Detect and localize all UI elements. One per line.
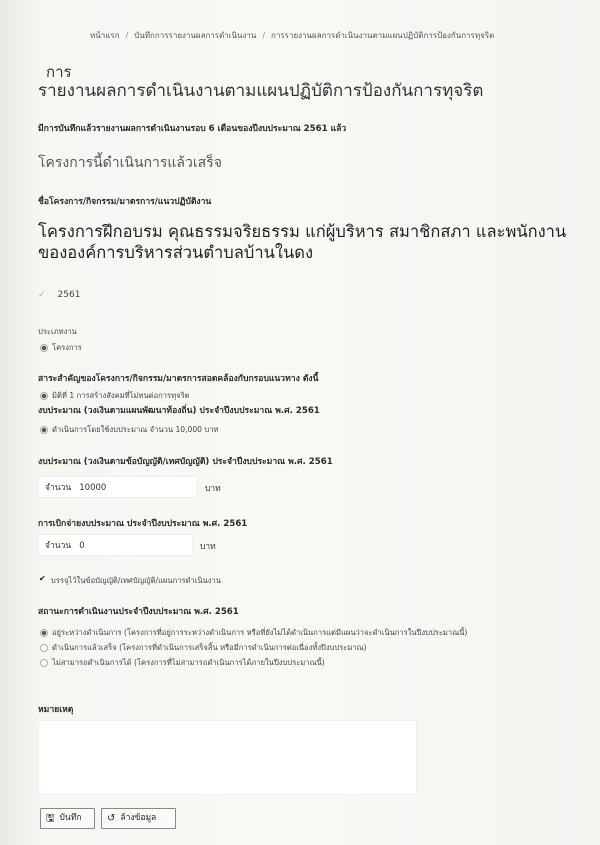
status-option-completed-label: ดำเนินการแล้วเสร็จ (โครงการที่ดำเนินการเสร็จสิ้น หรือมีการดำเนินการต่อเนื่องทั้งปีงบประมาณ) xyxy=(52,643,367,652)
essence-radio[interactable] xyxy=(40,392,48,400)
reset-button-label: ล้างข้อมูล xyxy=(120,813,157,823)
disbursement-amount-label: จำนวน xyxy=(45,541,72,551)
type-option[interactable] xyxy=(40,342,82,354)
status-radio-unable[interactable] xyxy=(40,659,48,667)
save-button[interactable] xyxy=(40,808,95,829)
status-option-unable[interactable] xyxy=(40,657,325,669)
project-name: โครงการฝึกอบรม คุณธรรมจริยธรรม แก่ผู้บริหาร สมาชิกสภา และพนักงานขององค์การบริหารส่วนตำบลบ้านในดง xyxy=(38,222,567,262)
budget-ordinance-unit: บาท xyxy=(205,484,221,494)
remarks-textarea[interactable] xyxy=(38,720,417,795)
status-radio-completed[interactable] xyxy=(40,644,48,652)
status-option-completed[interactable] xyxy=(40,642,367,654)
breadcrumb-home[interactable]: หน้าแรก xyxy=(90,31,120,40)
breadcrumb-report-record[interactable]: บันทึกการรายงานผลการดำเนินงาน xyxy=(134,31,257,40)
included-checkbox-label: บรรจุไว้ในข้อบัญญัติ/เทศบัญญัติ/แผนการดำเนินงาน xyxy=(51,576,221,585)
breadcrumb-current: การรายงานผลการดำเนินงานตามแผนปฏิบัติการป้องกันการทุจริต xyxy=(271,31,495,40)
budget-plan-option[interactable] xyxy=(40,424,219,436)
fiscal-year-value: 2561 xyxy=(57,290,81,300)
budget-ordinance-amount: 10000 xyxy=(79,483,107,493)
save-button-label: บันทึก xyxy=(59,813,82,823)
type-value: โครงการ xyxy=(52,343,82,352)
status-option-unable-label: ไม่สามารถดำเนินการได้ (โครงการที่ไม่สามารถดำเนินการได้ภายในปีงบประมาณนี้) xyxy=(52,658,325,667)
type-label: ประเภทงาน xyxy=(38,327,77,336)
included-checkbox-row[interactable] xyxy=(40,575,221,587)
breadcrumb: หน้าแรก / บันทึกการรายงานผลการดำเนินงาน / การรายงานผลการดำเนินงานตามแผนปฏิบัติการป้องกันการทุจริต xyxy=(90,31,495,40)
report-round-label: มีการบันทึกแล้วรายงานผลการดำเนินงานรอบ 6 เดือนของปีงบประมาณ 2561 แล้ว xyxy=(38,124,347,134)
essence-label: สาระสำคัญของโครงการ/กิจกรรม/มาตรการสอดคล้องกับกรอบแนวทาง ดังนี้ xyxy=(38,374,319,384)
budget-ordinance-amount-label: จำนวน xyxy=(45,483,72,493)
page-title-line2: รายงานผลการดำเนินงานตามแผนปฏิบัติการป้องกันการทุจริต xyxy=(38,81,484,101)
essence-value: มิติที่ 1 การสร้างสังคมที่ไม่ทนต่อการทุจริต xyxy=(52,391,190,400)
essence-option[interactable] xyxy=(40,390,190,402)
type-radio[interactable] xyxy=(40,344,48,352)
budget-plan-radio[interactable] xyxy=(40,426,48,434)
budget-plan-label: งบประมาณ (วงเงินตามแผนพัฒนาท้องถิ่น) ประจำปีงบประมาณ พ.ศ. 2561 xyxy=(38,406,320,416)
project-name-label: ชื่อโครงการ/กิจกรรม/มาตรการ/แนวปฏิบัติงาน xyxy=(38,197,212,207)
status-option-in-progress[interactable] xyxy=(40,627,467,639)
disbursement-label: การเบิกจ่ายงบประมาณ ประจำปีงบประมาณ พ.ศ. 2561 xyxy=(38,519,248,529)
budget-ordinance-input[interactable] xyxy=(38,476,198,498)
disbursement-input[interactable] xyxy=(38,534,193,556)
check-icon: ✓ xyxy=(38,290,46,300)
page-title-line1: การ xyxy=(46,63,72,81)
remarks-label: หมายเหตุ xyxy=(38,705,74,715)
budget-plan-value: ดำเนินการโดยใช้งบประมาณ จำนวน 10,000 บาท xyxy=(52,425,219,434)
included-checkbox[interactable] xyxy=(40,578,47,585)
floppy-disk-icon: 🖫 xyxy=(46,813,55,824)
fiscal-year-row xyxy=(38,290,80,300)
reset-button[interactable] xyxy=(101,808,176,829)
status-radio-in-progress[interactable] xyxy=(40,629,48,637)
budget-ordinance-label: งบประมาณ (วงเงินตามข้อบัญญัติ/เทศบัญญัติ) ประจำปีงบประมาณ พ.ศ. 2561 xyxy=(38,457,333,467)
disbursement-amount: 0 xyxy=(79,541,85,551)
status-label: สถานะการดำเนินงานประจำปีงบประมาณ พ.ศ. 2561 xyxy=(38,607,239,617)
disbursement-unit: บาท xyxy=(200,542,216,552)
status-option-in-progress-label: อยู่ระหว่างดำเนินการ (โครงการที่อยู่การระหว่างดำเนินการ หรือที่ยังไม่ได้ดำเนินการแต่มีแผนว่าจะดำเนินการในปีงบประมาณนี้) xyxy=(52,628,468,637)
undo-icon: ↺ xyxy=(107,813,116,824)
report-round-value: โครงการนี้ดำเนินการแล้วเสร็จ xyxy=(38,155,222,171)
